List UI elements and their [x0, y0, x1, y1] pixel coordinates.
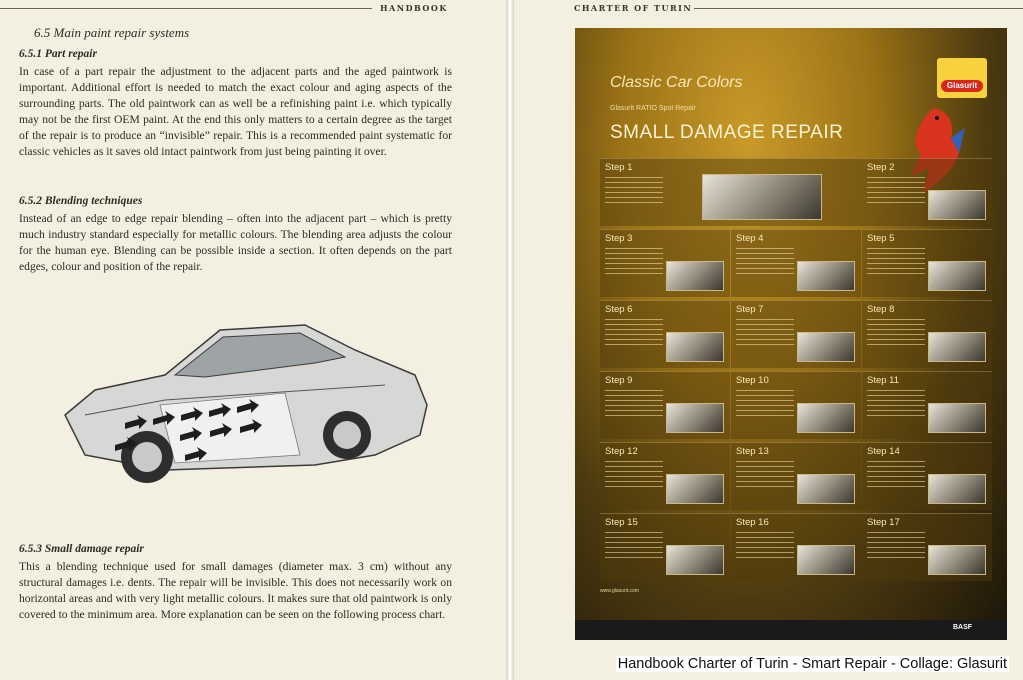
heading-part-repair: 6.5.1 Part repair: [19, 48, 97, 60]
car-illustration: [55, 305, 435, 495]
poster-step-17: Step 17: [862, 513, 992, 581]
poster-step-15: Step 15: [600, 513, 730, 581]
paragraph-small-damage: This a blending technique used for small damages (diameter max. 3 cm) without any structural damages i.e. dents. The repair will be invisible. This does not necessarily work on horizontal areas and with very light metallic colours. It makes sure that old paintwork is only covered to the minimum area. More explanation can be seen on the following process chart.: [19, 560, 452, 621]
poster-brand-line: Classic Car Colors: [610, 74, 743, 91]
poster-step-11: Step 11: [862, 371, 992, 439]
running-head-right: CHARTER OF TURIN: [574, 3, 693, 13]
heading-small-damage: 6.5.3 Small damage repair: [19, 543, 144, 555]
poster-step-9: Step 9: [600, 371, 730, 439]
classic-car-photo: [702, 174, 822, 220]
left-page: [0, 0, 506, 680]
poster-step-3: Step 3: [600, 229, 730, 297]
poster-footer-bar: [575, 620, 1007, 640]
header-rule: [0, 8, 372, 9]
poster-step-8: Step 8: [862, 300, 992, 368]
poster-step-5: Step 5: [862, 229, 992, 297]
poster-title: SMALL DAMAGE REPAIR: [610, 122, 844, 143]
poster-step-1: Step 1: [600, 158, 862, 226]
basf-logo: BASF: [953, 624, 973, 631]
header-rule-right: [694, 8, 1023, 9]
poster-step-6: Step 6: [600, 300, 730, 368]
heading-blending: 6.5.2 Blending techniques: [19, 195, 143, 207]
running-head-left: HANDBOOK: [380, 3, 448, 13]
poster-step-2: Step 2: [862, 158, 992, 226]
process-chart-poster: [575, 28, 1007, 640]
poster-step-13: Step 13: [731, 442, 861, 510]
section-title: 6.5 Main paint repair systems: [34, 25, 190, 40]
paragraph-blending: Instead of an edge to edge repair blending – often into the adjacent part – which is pretty much industry standard especially for metallic colours. The blending area adjusts the colour for the human eye. Blending can be possible inside a section. It often depends on the part edges, colour and position of the repair.: [19, 212, 452, 273]
paragraph-part-repair: In case of a part repair the adjustment to the adjacent parts and the aged paintwork is important. Additional effort is needed to match the exact colour and aging aspects of the surrounding parts. The old paintwork can as well be a refinishing paint i.e. which typically may not be the first OEM paint. At the end this only matters to a certain degree as the target of the repair is to produce an “invisible” repair. This is a recommended paint systematic for classic vehicles as it saves old intact paintwork from just being painting it over.: [19, 65, 452, 158]
glasurit-logo-text: Glasurit: [941, 80, 983, 92]
glasurit-logo: [937, 58, 987, 98]
poster-step-4: Step 4: [731, 229, 861, 297]
poster-step-12: Step 12: [600, 442, 730, 510]
image-caption: Handbook Charter of Turin - Smart Repair - Collage: Glasurit: [617, 656, 1007, 672]
poster-step-7: Step 7: [731, 300, 861, 368]
poster-step-10: Step 10: [731, 371, 861, 439]
poster-sub-line: Glasurit RATIO Spot Repair: [610, 105, 696, 112]
book-gutter: [506, 0, 514, 680]
poster-step-14: Step 14: [862, 442, 992, 510]
poster-url: www.glasurit.com: [600, 588, 639, 594]
poster-step-16: Step 16: [731, 513, 861, 581]
